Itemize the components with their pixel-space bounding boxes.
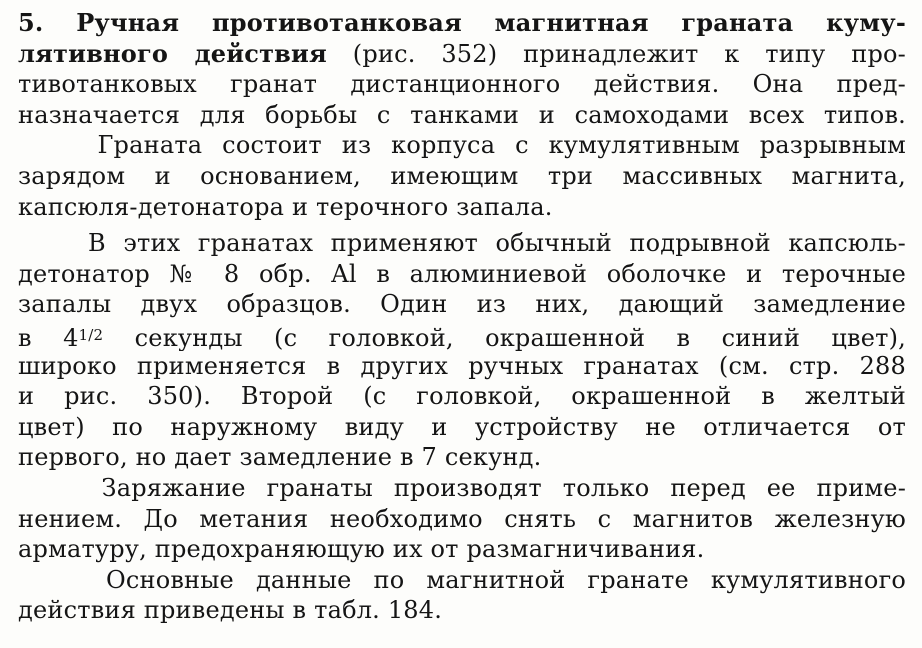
text-line [18, 320, 906, 351]
text-line: запалы двух образцов. Один из них, дающий замедление [18, 290, 906, 319]
text-line-content: (рис. 352) принадлежит к типу про- [326, 39, 906, 68]
text-line [18, 39, 906, 70]
text-line-content: секунды (с головкой, окрашенной в синий цвет), [103, 323, 906, 351]
text-line: зарядом и основанием, имеющим три массивных магнита, [18, 161, 906, 190]
text-line: первого, но дает замедление в 7 секунд. [18, 443, 542, 472]
text-line [18, 8, 906, 39]
text-line: Заряжание гранаты производят только перед ее приме- [18, 473, 906, 502]
text-line: назначается для борьбы с танками и самоходами всех типов. [18, 100, 906, 129]
text-line: Основные данные по магнитной гранате кумулятивного [18, 565, 906, 594]
fraction: 1/2 [78, 325, 104, 344]
text-line: цвет) по наружному виду и устройству не отличается от [18, 412, 906, 441]
text-line: детонатор № 8 обр. Al в алюминиевой оболочке и терочные [18, 259, 906, 288]
section-heading-cont: лятивного действия [18, 38, 327, 68]
section-heading: 5. Ручная противотанковая магнитная граната [18, 8, 794, 37]
text-line-content: куму- [793, 8, 906, 37]
body-text [18, 8, 906, 626]
text-line: и рис. 350). Второй (с головкой, окрашенной в желтый [18, 382, 906, 411]
text-line: тивотанковых гранат дистанционного действия. Она пред- [18, 70, 906, 99]
text-line: арматуру, предохраняющую их от размагничивания. [18, 535, 705, 564]
text-line: капсюля-детонатора и терочного запала. [18, 192, 553, 221]
text-line: широко применяется в других ручных гранатах (см. стр. 288 [18, 351, 906, 380]
text-line: нением. До метания необходимо снять с магнитов железную [18, 504, 906, 533]
text-line-prefix: в 4 [18, 323, 79, 351]
text-line: Граната состоит из корпуса с кумулятивным разрывным [18, 131, 906, 160]
text-line: В этих гранатах применяют обычный подрывной капсюль- [18, 229, 906, 258]
text-line: действия приведены в табл. 184. [18, 596, 443, 625]
